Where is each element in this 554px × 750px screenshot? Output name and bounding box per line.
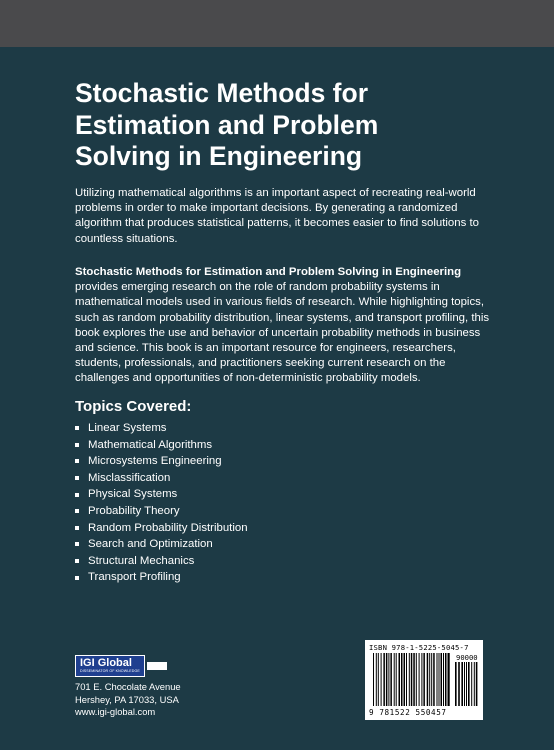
isbn-label: ISBN 978-1-5225-5045-7 — [369, 643, 469, 652]
topic-label: Transport Profiling — [88, 571, 181, 584]
barcode-bar — [399, 653, 401, 706]
barcode-bar — [386, 653, 388, 706]
barcode-panel — [365, 640, 483, 720]
title-line: Stochastic Methods for — [75, 78, 369, 108]
topic-item — [75, 486, 248, 503]
barcode-bar — [413, 653, 415, 706]
barcode-bar — [427, 653, 429, 706]
intro-paragraph: Utilizing mathematical algorithms is an important aspect of recreating real-world problems in order to make important decisions. By generating a randomized algorithm that produces statistical patterns, it becomes easier to find solutions to countless situations. — [75, 187, 479, 245]
barcode-bar — [411, 653, 413, 706]
barcode-addon-bar — [468, 662, 470, 706]
title-line: Solving in Engineering — [75, 141, 363, 171]
topic-item — [75, 503, 248, 520]
barcode-addon-bar — [461, 662, 463, 706]
barcode-bar — [429, 653, 430, 706]
bullet-icon — [75, 476, 79, 480]
topic-label: Physical Systems — [88, 488, 178, 501]
barcode-addon: 90000 — [456, 653, 478, 662]
bullet-icon — [75, 542, 79, 546]
barcode-bar — [406, 653, 407, 706]
topic-label: Structural Mechanics — [88, 554, 195, 567]
barcode-bar — [381, 653, 382, 706]
description-text: provides emerging research on the role of random probability systems in mathematical models used in various fields of research. While highlighting topics, such as random probability distribution, linear systems, and transport profiling, this book explores the use and behavior of uncertain probability methods in business and science. This book is an important resource for engineers, researchers, students, professionals, and practitioners seeking current research on the challenges and opportunities of non-deterministic probability models. — [75, 281, 490, 385]
bullet-icon — [75, 576, 79, 580]
barcode-bar — [394, 653, 395, 706]
barcode-bar — [437, 653, 438, 706]
topic-item — [75, 553, 248, 570]
logo-name: IGI Global — [80, 657, 132, 669]
bullet-icon — [75, 526, 79, 530]
bullet-icon — [75, 459, 79, 463]
barcode-addon-bar — [471, 662, 472, 706]
barcode-bar — [404, 653, 406, 706]
barcode-bar — [401, 653, 403, 706]
description-book-title: Stochastic Methods for Estimation and Problem Solving in Engineering — [75, 266, 462, 278]
barcode-bar — [378, 653, 379, 706]
barcode-addon-bar — [458, 662, 460, 706]
bullet-icon — [75, 426, 79, 430]
barcode-addon-bar — [466, 662, 467, 706]
barcode-bar — [416, 653, 417, 706]
bullet-icon — [75, 509, 79, 513]
topics-heading: Topics Covered: — [75, 398, 192, 415]
barcode-bar — [409, 653, 410, 706]
barcode-bar — [383, 653, 385, 706]
topic-item — [75, 569, 248, 586]
topics-list — [75, 420, 248, 586]
barcode-addon-bar — [474, 662, 475, 706]
barcode-addon-bar — [476, 662, 478, 706]
barcode-bar — [443, 653, 444, 706]
barcode-bar — [439, 653, 440, 706]
address-line: 701 E. Chocolate Avenue — [75, 681, 181, 692]
address-line: Hershey, PA 17033, USA — [75, 693, 179, 705]
topic-label: Probability Theory — [88, 504, 180, 517]
barcode-bar — [423, 653, 425, 706]
barcode-digits: 9 781522 550457 — [369, 708, 447, 717]
barcode-bar — [390, 653, 392, 706]
publisher-address — [75, 681, 181, 719]
barcode-addon-bar — [455, 662, 457, 706]
barcode-bar — [376, 653, 377, 706]
top-band — [0, 0, 554, 47]
topic-label: Microsystems Engineering — [88, 455, 222, 468]
logo-tagline: DISSEMINATOR OF KNOWLEDGE — [80, 669, 140, 673]
topic-item — [75, 520, 248, 537]
publisher-logo — [75, 655, 167, 677]
barcode-bar — [431, 653, 432, 706]
barcode-bar — [388, 653, 389, 706]
topic-label: Mathematical Algorithms — [88, 438, 213, 451]
topic-item — [75, 437, 248, 454]
barcode-bar — [448, 653, 450, 706]
title-line: Estimation and Problem — [75, 109, 379, 140]
description-paragraph — [75, 265, 495, 387]
barcode-bar — [419, 653, 420, 706]
topic-item — [75, 420, 248, 437]
barcode-bar — [421, 653, 422, 706]
logo-badge — [75, 655, 145, 677]
barcode-addon-bar — [464, 662, 465, 706]
topic-item — [75, 453, 248, 470]
bullet-icon — [75, 443, 79, 447]
barcode-bar — [373, 653, 374, 706]
topic-label: Random Probability Distribution — [88, 521, 248, 534]
book-title — [75, 78, 495, 173]
bullet-icon — [75, 493, 79, 497]
topic-label: Search and Optimization — [88, 538, 213, 551]
topic-item — [75, 470, 248, 487]
logo-bar — [147, 662, 167, 670]
publisher-website: www.igi-global.com — [75, 706, 156, 717]
topic-label: Linear Systems — [88, 422, 167, 434]
barcode-bar — [445, 653, 447, 706]
topic-item — [75, 536, 248, 553]
barcode-bar — [433, 653, 435, 706]
topic-label: Misclassification — [88, 471, 171, 484]
barcode-bar — [441, 653, 443, 706]
barcode-bar — [396, 653, 397, 706]
bullet-icon — [75, 559, 79, 563]
